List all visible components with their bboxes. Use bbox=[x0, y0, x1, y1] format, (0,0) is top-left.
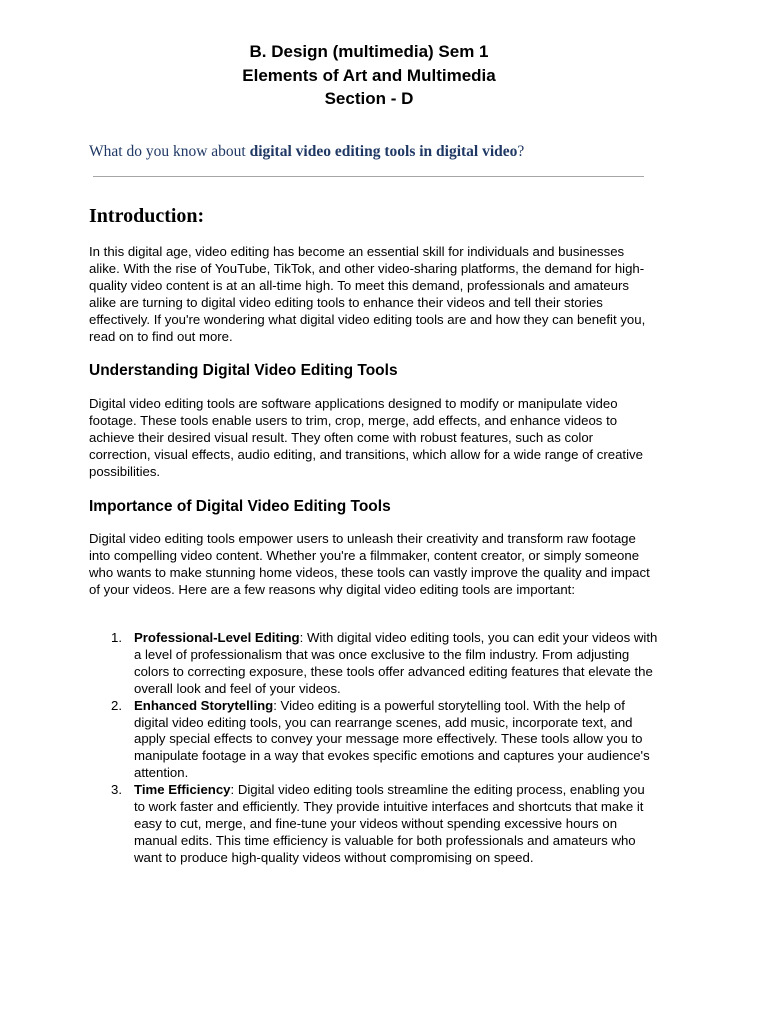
question-emphasis: digital video editing tools in digital video bbox=[249, 143, 518, 160]
reasons-list bbox=[89, 630, 659, 867]
document-header bbox=[0, 40, 738, 111]
horizontal-divider bbox=[93, 176, 644, 177]
question-suffix: ? bbox=[517, 143, 525, 160]
list-item bbox=[89, 630, 659, 698]
list-item-term: Professional-Level Editing bbox=[134, 630, 300, 645]
course-title: B. Design (multimedia) Sem 1 bbox=[249, 42, 489, 61]
importance-heading: Importance of Digital Video Editing Tools bbox=[89, 498, 391, 515]
importance-paragraph: Digital video editing tools empower users to unleash their creativity and transform raw footage into compelling video content. Whether you're a filmmaker, content creator, or simply someone who wants to make stunning home videos, these tools can vastly improve the quality and impact of your videos. Here are a few reasons why digital video editing tools are important: bbox=[89, 531, 650, 597]
list-item-text: : Video editing is a powerful storytelling tool. With the help of digital video editing tools, you can rearrange scenes, add music, incorporate text, and apply special effects to convey your message more effectively. These tools allow you to manipulate footage in a way that evokes specific emotions and captures your audience's attention. bbox=[134, 697, 650, 781]
list-item-text: : With digital video editing tools, you can edit your videos with a level of professionalism that was once exclusive to the film industry. From adjusting colors to correcting exposure, these tools offer advanced editing features that elevate the overall look and feel of your videos. bbox=[134, 630, 658, 696]
list-item-text: : Digital video editing tools streamline the editing process, enabling you to work faster and efficiently. They provide intuitive interfaces and shortcuts that make it easy to cut, merge, and fine-tune your videos without spending excessive hours on manual edits. This time efficiency is valuable for both professionals and amateurs who want to produce high-quality videos without compromising on speed. bbox=[134, 782, 645, 865]
list-item-number: 2. bbox=[111, 697, 122, 713]
introduction-heading: Introduction: bbox=[89, 205, 205, 227]
understanding-paragraph: Digital video editing tools are software applications designed to modify or manipulate video footage. These tools enable users to trim, crop, merge, add effects, and enhance videos to achieve their desired visual result. They often come with robust features, such as color correction, visual effects, audio editing, and transitions, which allow for a wide range of creative possibilities. bbox=[89, 396, 643, 479]
question-text bbox=[89, 143, 649, 161]
list-item bbox=[89, 782, 659, 867]
introduction-paragraph: In this digital age, video editing has become an essential skill for individuals and businesses alike. With the rise of YouTube, TikTok, and other video-sharing platforms, the demand for high-quality video content is at an all-time high. To meet this demand, professionals and amateurs alike are turning to digital video editing tools to enhance their videos and tell their stories effectively. If you're wondering what digital video editing tools are and how they can benefit you, read on to find out more. bbox=[89, 244, 646, 344]
list-item bbox=[89, 698, 659, 783]
list-item-term: Enhanced Storytelling bbox=[134, 697, 274, 713]
subject-title: Elements of Art and Multimedia bbox=[242, 65, 496, 85]
list-item-number: 3. bbox=[111, 782, 122, 798]
list-item-term: Time Efficiency bbox=[134, 782, 231, 798]
list-item-number: 1. bbox=[111, 630, 122, 645]
question-prefix: What do you know about bbox=[89, 143, 250, 160]
understanding-heading: Understanding Digital Video Editing Tools bbox=[89, 362, 398, 379]
section-label: Section - D bbox=[324, 89, 414, 108]
